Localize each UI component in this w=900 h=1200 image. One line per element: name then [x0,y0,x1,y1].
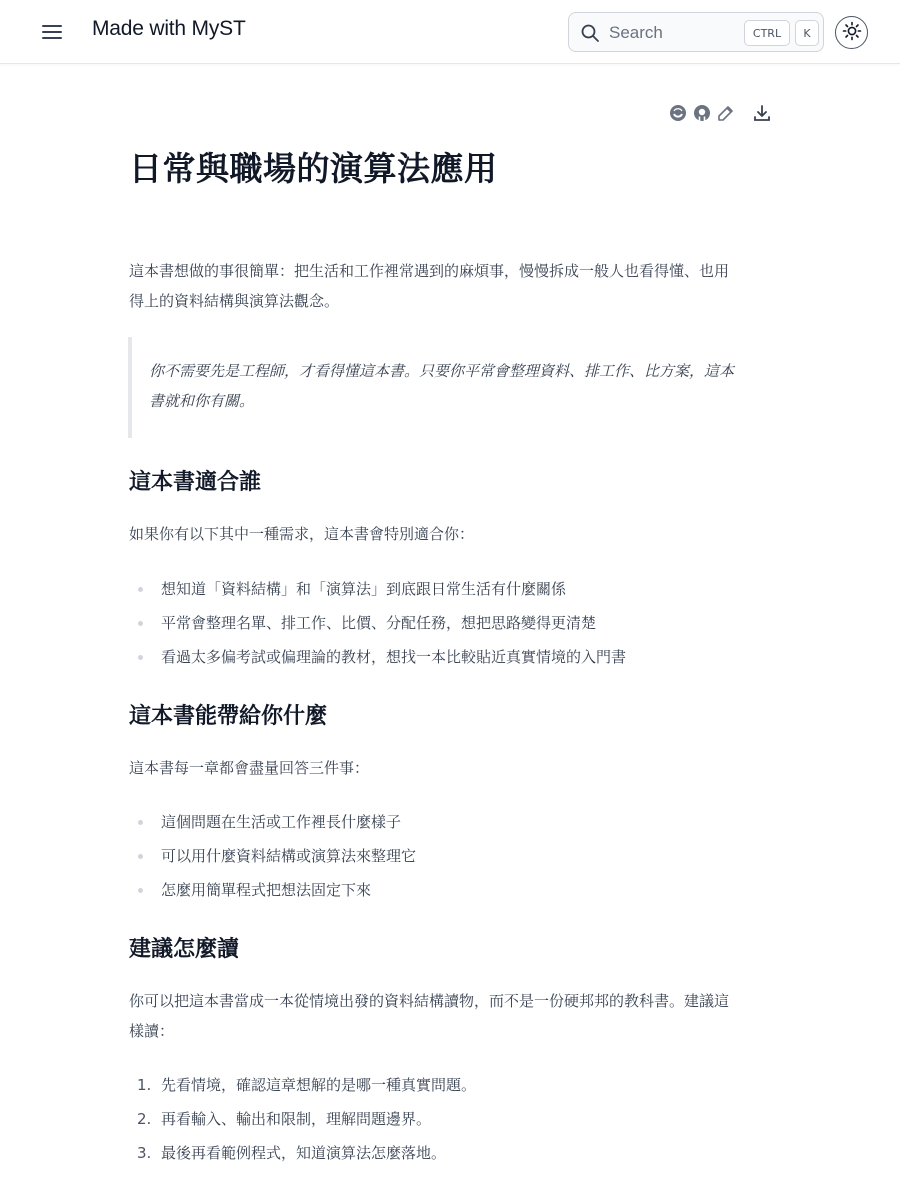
search-placeholder: Search [609,23,663,42]
list-item: 想知道「資料結構」和「演算法」到底跟日常生活有什麼關係 [129,572,779,606]
list-item-text: 最後再看範例程式，知道演算法怎麼落地。 [161,1144,447,1162]
list-number: 2. [137,1110,152,1128]
sun-icon [842,21,862,45]
edit-icon[interactable] [716,103,736,123]
section-lead: 這本書每一章都會盡量回答三件事： [129,759,370,777]
section-heading-how-to-read: 建議怎麼讀 [129,937,240,962]
lead-line: 你可以把這本書當成一本從情境出發的資料結構讀物，而不是一份硬邦邦的教科書。建議這 [129,992,730,1010]
site-title[interactable]: Made with MyST [92,17,246,40]
quote-line: 你不需要先是工程師，才看得懂這本書。只要你平常會整理資料、排工作、比方案，這本 [149,362,735,380]
quote-line: 書就和你有關。 [149,392,255,410]
jupyter-icon[interactable] [668,103,688,123]
menu-icon[interactable] [40,20,64,44]
list-item: 怎麼用簡單程式把想法固定下來 [129,873,779,907]
list-item: 這個問題在生活或工作裡長什麼樣子 [129,805,779,839]
blockquote [128,337,778,438]
list-item [129,1068,779,1102]
section-lead: 如果你有以下其中一種需求，這本書會特別適合你： [129,525,475,543]
list-item: 看過太多偏考試或偏理論的教材，想找一本比較貼近真實情境的入門書 [129,640,779,674]
intro-line: 這本書想做的事很簡單：把生活和工作裡常遇到的麻煩事，慢慢拆成一般人也看得懂、也用 [129,262,730,280]
github-icon[interactable] [692,103,712,123]
lead-line: 樣讀： [129,1022,175,1040]
theme-toggle-button[interactable] [835,16,868,49]
search-box[interactable] [568,12,824,52]
list-item-text: 再看輸入、輸出和限制，理解問題邊界。 [161,1110,432,1128]
list-item-text: 先看情境，確認這章想解的是哪一種真實問題。 [161,1076,477,1094]
shortcut-k-key: K [795,20,819,46]
list-item [129,1102,779,1136]
section-heading-benefits: 這本書能帶給你什麼 [129,704,328,729]
benefits-list [129,805,779,907]
list-item: 平常會整理名單、排工作、比價、分配任務，想把思路變得更清楚 [129,606,779,640]
top-bar [0,0,900,64]
shortcut-ctrl-key: CTRL [744,20,790,46]
audience-list [129,572,779,674]
intro-paragraph [129,256,779,316]
section-lead [129,986,779,1046]
download-icon[interactable] [752,103,772,123]
list-number: 1. [137,1076,152,1094]
page-title: 日常與職場的演算法應用 [129,149,498,188]
list-number: 3. [137,1144,152,1162]
section-heading-audience: 這本書適合誰 [129,470,262,495]
list-item [129,1136,779,1170]
reading-steps-list [129,1068,779,1170]
intro-line: 得上的資料結構與演算法觀念。 [129,292,340,310]
list-item: 可以用什麼資料結構或演算法來整理它 [129,839,779,873]
search-icon [580,23,600,43]
